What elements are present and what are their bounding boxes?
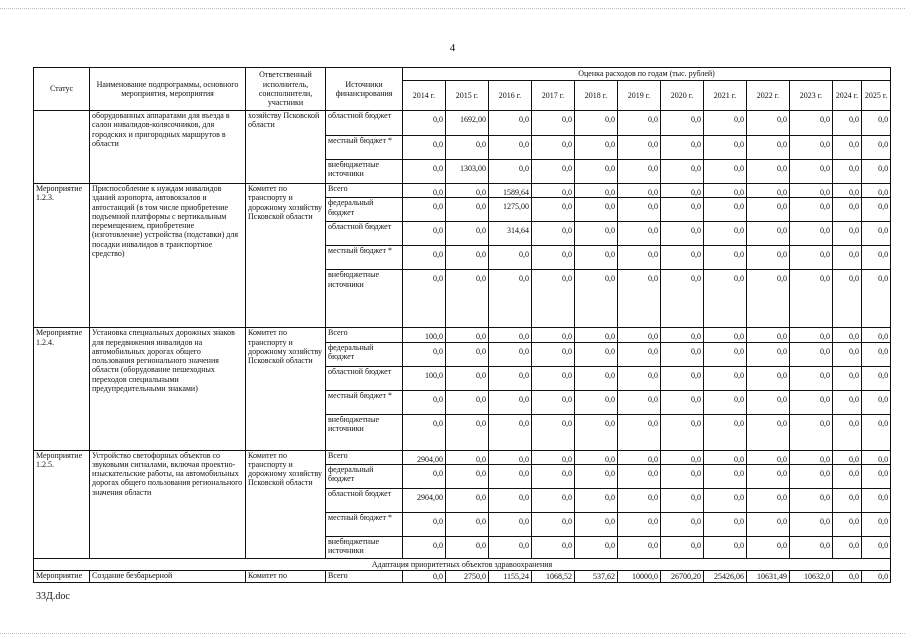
cell-value: 0,0 (661, 488, 704, 512)
footer-filename: 33Д.doc (36, 591, 70, 602)
cell-value: 0,0 (446, 450, 489, 464)
cell-value: 0,0 (747, 136, 790, 160)
cell-value: 1068,52 (532, 571, 575, 583)
cell-value: 0,0 (862, 414, 891, 450)
cell-value: 0,0 (575, 160, 618, 184)
cell-value: 0,0 (661, 270, 704, 328)
row-name: Устройство светофорных объектов со звуковыми сигналами, включая проектно-изыскательские работы, на автомобильных дорогах общего пользования регионального значения области (90, 450, 246, 558)
cell-value: 0,0 (747, 488, 790, 512)
cell-value: 0,0 (833, 342, 862, 366)
cell-value: 0,0 (532, 246, 575, 270)
cell-value: 0,0 (446, 366, 489, 390)
cell-value: 0,0 (446, 488, 489, 512)
cell-value: 0,0 (618, 390, 661, 414)
cell-value: 0,0 (862, 450, 891, 464)
cell-value: 0,0 (833, 198, 862, 222)
row-source: областной бюджет (326, 488, 403, 512)
cell-value: 0,0 (532, 270, 575, 328)
cell-value: 0,0 (661, 450, 704, 464)
cell-value: 0,0 (489, 488, 532, 512)
cell-value: 0,0 (403, 342, 446, 366)
cell-value: 0,0 (747, 366, 790, 390)
cell-value: 0,0 (489, 342, 532, 366)
cell-value: 0,0 (790, 536, 833, 558)
cell-value: 0,0 (575, 512, 618, 536)
cell-value: 0,0 (862, 512, 891, 536)
cell-value: 0,0 (790, 414, 833, 450)
cell-value: 0,0 (862, 246, 891, 270)
cell-value: 0,0 (747, 160, 790, 184)
cell-value: 0,0 (790, 464, 833, 488)
cell-value: 0,0 (862, 184, 891, 198)
cell-value: 0,0 (833, 390, 862, 414)
cell-value: 0,0 (862, 328, 891, 342)
table-row (34, 184, 891, 198)
cell-value: 1692,00 (446, 111, 489, 136)
cell-value: 0,0 (618, 328, 661, 342)
header-sources: Источники финансирования (326, 68, 403, 111)
row-source: местный бюджет * (326, 246, 403, 270)
cell-value: 1589,64 (489, 184, 532, 198)
cell-value: 0,0 (618, 198, 661, 222)
expenses-table (33, 67, 891, 583)
cell-value: 0,0 (704, 414, 747, 450)
cell-value: 0,0 (833, 414, 862, 450)
header-responsible: Ответственный исполнитель, соисполнители, участники (246, 68, 326, 111)
cell-value: 0,0 (403, 571, 446, 583)
cell-value: 0,0 (704, 111, 747, 136)
cell-value: 0,0 (403, 160, 446, 184)
cell-value: 0,0 (833, 246, 862, 270)
cell-value: 0,0 (575, 111, 618, 136)
cell-value: 0,0 (661, 464, 704, 488)
cell-value: 0,0 (661, 184, 704, 198)
cell-value: 0,0 (790, 328, 833, 342)
header-year: 2016 г. (489, 81, 532, 111)
cell-value: 10632,0 (790, 571, 833, 583)
cell-value: 0,0 (790, 246, 833, 270)
cell-value: 0,0 (489, 270, 532, 328)
cell-value: 0,0 (403, 512, 446, 536)
cell-value: 0,0 (704, 160, 747, 184)
cell-value: 0,0 (704, 390, 747, 414)
row-responsible: Комитет по (246, 571, 326, 583)
cell-value: 0,0 (446, 246, 489, 270)
row-name: Создание безбарьерной (90, 571, 246, 583)
cell-value: 100,0 (403, 328, 446, 342)
header-year: 2019 г. (618, 81, 661, 111)
cell-value: 0,0 (446, 136, 489, 160)
cell-value: 0,0 (747, 270, 790, 328)
cell-value: 0,0 (532, 390, 575, 414)
cell-value: 0,0 (790, 222, 833, 246)
cell-value: 1303,00 (446, 160, 489, 184)
cell-value: 0,0 (446, 342, 489, 366)
cell-value: 0,0 (747, 342, 790, 366)
cell-value: 537,62 (575, 571, 618, 583)
cell-value: 0,0 (446, 414, 489, 450)
cell-value: 0,0 (747, 512, 790, 536)
cell-value: 0,0 (575, 184, 618, 198)
row-source: местный бюджет * (326, 136, 403, 160)
cell-value: 0,0 (790, 450, 833, 464)
cell-value: 0,0 (862, 488, 891, 512)
cell-value: 0,0 (862, 342, 891, 366)
row-source: областной бюджет (326, 366, 403, 390)
row-source: Всего (326, 184, 403, 198)
cell-value: 0,0 (618, 111, 661, 136)
cell-value: 0,0 (833, 270, 862, 328)
cell-value: 0,0 (532, 414, 575, 450)
cell-value: 0,0 (862, 136, 891, 160)
table-row (34, 450, 891, 464)
cell-value: 0,0 (661, 160, 704, 184)
cell-value: 0,0 (618, 488, 661, 512)
cell-value: 0,0 (790, 342, 833, 366)
cell-value: 0,0 (661, 390, 704, 414)
cell-value: 0,0 (489, 111, 532, 136)
row-status: Мероприятие (34, 571, 90, 583)
row-source: внебюджетные источники (326, 536, 403, 558)
cell-value: 0,0 (489, 246, 532, 270)
cell-value: 0,0 (862, 366, 891, 390)
row-responsible: Комитет по транспорту и дорожному хозяйству Псковской области (246, 328, 326, 450)
cell-value: 0,0 (747, 464, 790, 488)
cell-value: 0,0 (446, 536, 489, 558)
cell-value: 0,0 (704, 512, 747, 536)
cell-value: 0,0 (532, 488, 575, 512)
row-source: Всего (326, 450, 403, 464)
row-source: местный бюджет * (326, 512, 403, 536)
cell-value: 0,0 (862, 198, 891, 222)
cell-value: 0,0 (747, 111, 790, 136)
cell-value: 0,0 (532, 342, 575, 366)
cell-value: 0,0 (862, 111, 891, 136)
table-row (34, 328, 891, 342)
header-year: 2023 г. (790, 81, 833, 111)
row-source: Всего (326, 328, 403, 342)
cell-value: 0,0 (575, 342, 618, 366)
cell-value: 0,0 (790, 160, 833, 184)
cell-value: 0,0 (790, 488, 833, 512)
cell-value: 0,0 (403, 198, 446, 222)
cell-value: 0,0 (704, 136, 747, 160)
table-row (34, 571, 891, 583)
cell-value: 0,0 (489, 136, 532, 160)
cell-value: 0,0 (704, 464, 747, 488)
header-year: 2025 г. (862, 81, 891, 111)
cell-value: 0,0 (747, 222, 790, 246)
cell-value: 0,0 (532, 160, 575, 184)
cell-value: 0,0 (661, 366, 704, 390)
cell-value: 0,0 (618, 366, 661, 390)
cell-value: 0,0 (704, 536, 747, 558)
cell-value: 0,0 (790, 136, 833, 160)
cell-value: 0,0 (833, 450, 862, 464)
cell-value: 0,0 (747, 450, 790, 464)
cell-value: 0,0 (704, 222, 747, 246)
cell-value: 0,0 (704, 198, 747, 222)
cell-value: 0,0 (833, 222, 862, 246)
header-year: 2014 г. (403, 81, 446, 111)
header-name: Наименование подпрограммы, основного мероприятия, мероприятия (90, 68, 246, 111)
cell-value: 0,0 (446, 464, 489, 488)
cell-value: 0,0 (532, 450, 575, 464)
row-name: оборудованных аппаратами для въезда в салон инвалидов-колясочников, для городских и пригородных маршрутов в области (90, 111, 246, 184)
row-name: Приспособление к нуждам инвалидов зданий аэропорта, автовокзалов и автостанций (в том числе приобретение подъемной платформы с вертикальным перемещением, приобретение (изготовление) устройства (подставки) для посадки инвалидов в транспортное средство) (90, 184, 246, 328)
cell-value: 0,0 (618, 246, 661, 270)
cell-value: 0,0 (403, 246, 446, 270)
cell-value: 2750,0 (446, 571, 489, 583)
cell-value: 0,0 (446, 390, 489, 414)
cell-value: 0,0 (833, 512, 862, 536)
cell-value: 0,0 (446, 198, 489, 222)
cell-value: 0,0 (403, 390, 446, 414)
cell-value: 0,0 (403, 184, 446, 198)
table-row (34, 111, 891, 136)
cell-value: 100,0 (403, 366, 446, 390)
cell-value: 0,0 (790, 390, 833, 414)
cell-value: 0,0 (489, 366, 532, 390)
cell-value: 0,0 (532, 136, 575, 160)
row-src: Всего (326, 571, 403, 583)
cell-value: 0,0 (862, 390, 891, 414)
row-source: федеральный бюджет (326, 464, 403, 488)
cell-value: 0,0 (618, 414, 661, 450)
cell-value: 0,0 (403, 270, 446, 328)
cell-value: 1155,24 (489, 571, 532, 583)
cell-value: 0,0 (862, 536, 891, 558)
cell-value: 0,0 (446, 328, 489, 342)
cell-value: 0,0 (790, 512, 833, 536)
cell-value: 0,0 (747, 246, 790, 270)
cell-value: 0,0 (704, 342, 747, 366)
cell-value: 0,0 (833, 488, 862, 512)
cell-value: 0,0 (833, 366, 862, 390)
cell-value: 0,0 (489, 328, 532, 342)
cell-value: 0,0 (575, 366, 618, 390)
cell-value: 0,0 (704, 366, 747, 390)
section-row (34, 558, 891, 570)
cell-value: 0,0 (575, 390, 618, 414)
cell-value: 0,0 (532, 464, 575, 488)
row-status: Мероприятие 1.2.5. (34, 450, 90, 558)
cell-value: 0,0 (747, 328, 790, 342)
cell-value: 0,0 (532, 184, 575, 198)
row-responsible: Комитет по транспорту и дорожному хозяйству Псковской области (246, 450, 326, 558)
header-year: 2015 г. (446, 81, 489, 111)
page-number: 4 (449, 42, 456, 54)
row-name: Установка специальных дорожных знаков для передвижения инвалидов на автомобильных дорогах общего пользования регионального значения области (оборудование пешеходных переходов специальными предупредительными знаками) (90, 328, 246, 450)
cell-value: 0,0 (661, 222, 704, 246)
cell-value: 0,0 (833, 328, 862, 342)
cell-value: 0,0 (618, 160, 661, 184)
cell-value: 0,0 (833, 184, 862, 198)
cell-value: 0,0 (575, 270, 618, 328)
row-source: областной бюджет (326, 111, 403, 136)
cell-value: 0,0 (446, 270, 489, 328)
cell-value: 0,0 (618, 342, 661, 366)
cell-value: 0,0 (532, 198, 575, 222)
cell-value: 0,0 (747, 536, 790, 558)
cell-value: 0,0 (532, 536, 575, 558)
cell-value: 0,0 (532, 512, 575, 536)
row-responsible: хозяйству Псковской области (246, 111, 326, 184)
cell-value: 0,0 (575, 222, 618, 246)
cell-value: 0,0 (862, 222, 891, 246)
cell-value: 0,0 (575, 450, 618, 464)
cell-value: 0,0 (704, 450, 747, 464)
header-year: 2021 г. (704, 81, 747, 111)
cell-value: 1275,00 (489, 198, 532, 222)
cell-value: 0,0 (833, 160, 862, 184)
cell-value: 0,0 (661, 414, 704, 450)
row-responsible: Комитет по транспорту и дорожному хозяйству Псковской области (246, 184, 326, 328)
cell-value: 0,0 (618, 270, 661, 328)
cell-value: 314,64 (489, 222, 532, 246)
table-header (34, 68, 891, 111)
row-source: местный бюджет * (326, 390, 403, 414)
cell-value: 0,0 (618, 464, 661, 488)
cell-value: 0,0 (833, 111, 862, 136)
cell-value: 0,0 (618, 450, 661, 464)
cell-value: 0,0 (790, 184, 833, 198)
cell-value: 0,0 (575, 328, 618, 342)
cell-value: 10000,0 (618, 571, 661, 583)
cell-value: 0,0 (661, 342, 704, 366)
cell-value: 0,0 (704, 246, 747, 270)
cell-value: 0,0 (618, 136, 661, 160)
cell-value: 0,0 (862, 160, 891, 184)
cell-value: 0,0 (833, 136, 862, 160)
cell-value: 0,0 (532, 328, 575, 342)
cell-value: 0,0 (446, 222, 489, 246)
cell-value: 0,0 (532, 111, 575, 136)
cell-value: 26700,20 (661, 571, 704, 583)
row-source: внебюджетные источники (326, 270, 403, 328)
cell-value: 0,0 (790, 198, 833, 222)
cell-value: 0,0 (489, 160, 532, 184)
header-estimate: Оценка расходов по годам (тыс. рублей) (403, 68, 891, 81)
cell-value: 0,0 (790, 366, 833, 390)
cell-value: 0,0 (575, 488, 618, 512)
row-source: внебюджетные источники (326, 414, 403, 450)
cell-value: 2904,00 (403, 488, 446, 512)
table-body (34, 111, 891, 583)
cell-value: 0,0 (532, 366, 575, 390)
cell-value: 0,0 (446, 184, 489, 198)
cell-value: 0,0 (790, 111, 833, 136)
cell-value: 0,0 (575, 246, 618, 270)
cell-value: 0,0 (489, 450, 532, 464)
row-source: федеральный бюджет (326, 198, 403, 222)
cell-value: 0,0 (862, 270, 891, 328)
cell-value: 0,0 (575, 136, 618, 160)
header-status: Статус (34, 68, 90, 111)
cell-value: 0,0 (403, 536, 446, 558)
cell-value: 0,0 (661, 512, 704, 536)
cell-value: 0,0 (661, 111, 704, 136)
row-source: областной бюджет (326, 222, 403, 246)
header-year: 2024 г. (833, 81, 862, 111)
cell-value: 0,0 (403, 222, 446, 246)
cell-value: 0,0 (704, 270, 747, 328)
cell-value: 0,0 (747, 184, 790, 198)
cell-value: 10631,49 (747, 571, 790, 583)
cell-value: 0,0 (489, 464, 532, 488)
cell-value: 0,0 (575, 198, 618, 222)
cell-value: 0,0 (661, 198, 704, 222)
cell-value: 0,0 (403, 136, 446, 160)
cell-value: 0,0 (833, 571, 862, 583)
row-status (34, 111, 90, 184)
cell-value: 0,0 (489, 390, 532, 414)
cell-value: 0,0 (618, 222, 661, 246)
cell-value: 0,0 (790, 270, 833, 328)
header-year: 2017 г. (532, 81, 575, 111)
cell-value: 0,0 (661, 246, 704, 270)
cell-value: 0,0 (575, 536, 618, 558)
cell-value: 0,0 (747, 414, 790, 450)
row-status: Мероприятие 1.2.3. (34, 184, 90, 328)
cell-value: 0,0 (747, 390, 790, 414)
cell-value: 0,0 (575, 464, 618, 488)
cell-value: 25426,06 (704, 571, 747, 583)
cell-value: 0,0 (833, 464, 862, 488)
section-title: Адаптация приоритетных объектов здравоохранения (34, 558, 891, 570)
cell-value: 0,0 (489, 414, 532, 450)
cell-value: 0,0 (618, 512, 661, 536)
header-year: 2020 г. (661, 81, 704, 111)
cell-value: 0,0 (446, 512, 489, 536)
cell-value: 0,0 (661, 136, 704, 160)
cell-value: 0,0 (489, 536, 532, 558)
cell-value: 0,0 (403, 464, 446, 488)
cell-value: 2904,00 (403, 450, 446, 464)
cell-value: 0,0 (403, 414, 446, 450)
cell-value: 0,0 (618, 536, 661, 558)
cell-value: 0,0 (532, 222, 575, 246)
row-source: внебюджетные источники (326, 160, 403, 184)
cell-value: 0,0 (403, 111, 446, 136)
cell-value: 0,0 (747, 198, 790, 222)
cell-value: 0,0 (862, 464, 891, 488)
cell-value: 0,0 (833, 536, 862, 558)
row-status: Мероприятие 1.2.4. (34, 328, 90, 450)
cell-value: 0,0 (489, 512, 532, 536)
cell-value: 0,0 (575, 414, 618, 450)
cell-value: 0,0 (661, 328, 704, 342)
cell-value: 0,0 (661, 536, 704, 558)
cell-value: 0,0 (862, 571, 891, 583)
header-year: 2018 г. (575, 81, 618, 111)
cell-value: 0,0 (704, 184, 747, 198)
cell-value: 0,0 (704, 328, 747, 342)
cell-value: 0,0 (704, 488, 747, 512)
cell-value: 0,0 (618, 184, 661, 198)
header-year: 2022 г. (747, 81, 790, 111)
row-source: федеральный бюджет (326, 342, 403, 366)
